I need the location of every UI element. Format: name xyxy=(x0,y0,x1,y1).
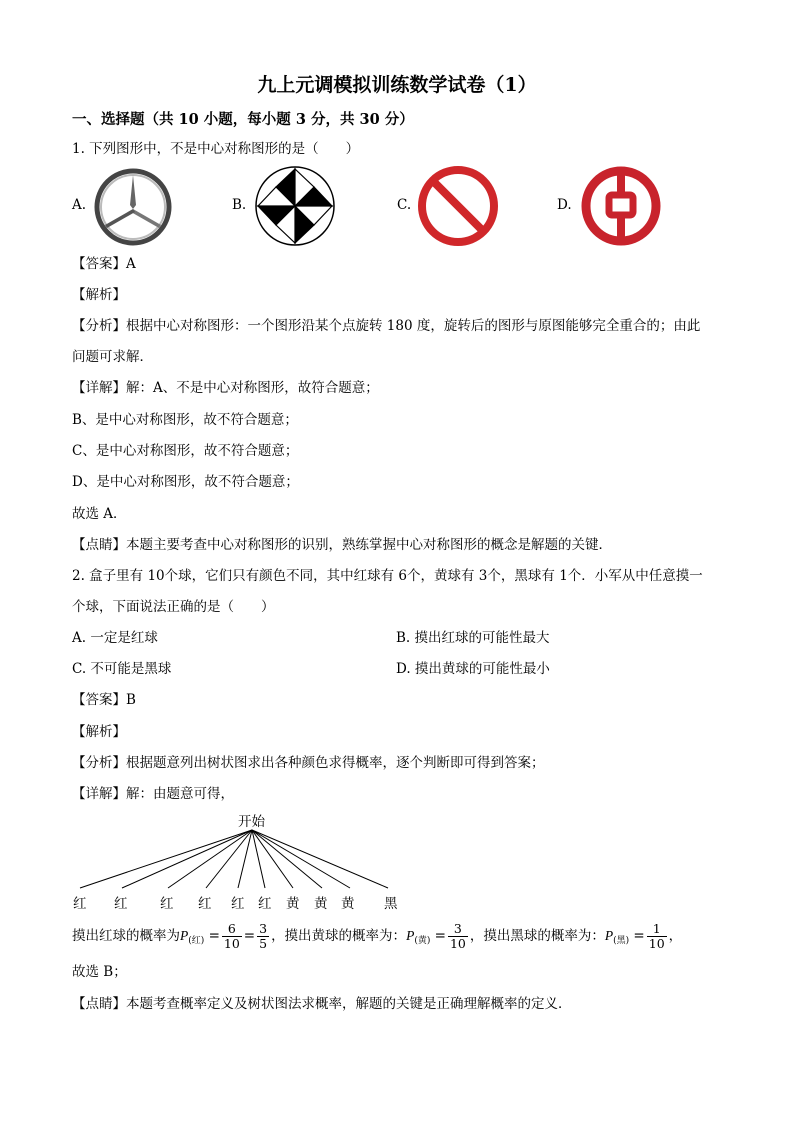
q1-detail-b: B、是中心对称图形，故不符合题意； xyxy=(72,412,298,428)
prob-end: ， xyxy=(668,928,683,944)
q2-option-a: A. 一定是红球 xyxy=(72,630,158,646)
q2-xiangjie: 【详解】解：由题意可得， xyxy=(72,786,234,802)
q1-fenxi-cont: 问题可求解． xyxy=(72,349,153,365)
q1-option-a-label: A. xyxy=(72,197,87,213)
q1-option-b-label: B. xyxy=(232,197,247,213)
tree-leaf-red: 红 xyxy=(198,896,212,912)
fraction-denominator: 10 xyxy=(648,936,665,951)
prob-black-symbol: P xyxy=(604,928,614,943)
fraction-denominator: 10 xyxy=(223,936,240,951)
q2-fenxi: 【分析】根据题意列出树状图求出各种颜色求得概率，逐个判断即可得到答案； xyxy=(72,755,545,771)
tree-leaf-yellow: 黄 xyxy=(314,896,328,912)
prob-black-fraction xyxy=(647,922,667,951)
tree-root: 开始 xyxy=(238,814,265,830)
tree-leaf-yellow: 黄 xyxy=(341,896,355,912)
q2-option-c: C. 不可能是黑球 xyxy=(72,661,172,677)
q1-answer: 【答案】A xyxy=(72,256,136,272)
q1-choose: 故选 A． xyxy=(72,506,127,522)
prob-yellow-symbol: P xyxy=(406,928,415,943)
q1-xiangjie: 【详解】解：A、不是中心对称图形，故符合题意； xyxy=(72,380,379,396)
tree-leaf-red: 红 xyxy=(160,896,174,912)
fraction-numerator: 6 xyxy=(222,922,242,937)
q2-option-d: D. 摸出黄球的可能性最小 xyxy=(396,661,550,677)
prob-yellow-fraction xyxy=(448,922,468,951)
tree-leaf-black: 黑 xyxy=(384,896,398,912)
tree-leaf-red: 红 xyxy=(73,896,87,912)
fraction-numerator: 1 xyxy=(647,922,667,937)
q1-dianjing: 【点睛】本题主要考查中心对称图形的识别，熟练掌握中心对称图形的概念是解题的关键． xyxy=(72,537,612,553)
prob-text-black: ，摸出黑球的概率为： xyxy=(469,928,605,944)
prob-red-symbol: P xyxy=(180,928,189,943)
prob-text-red: 摸出红球的概率为 xyxy=(72,928,180,944)
q2-stem-line1: 2. 盒子里有 10个球，它们只有颜色不同，其中红球有 6个，黄球有 3个，黑球有 1个．小军从中任意摸一 xyxy=(72,568,703,584)
fraction-denominator: 5 xyxy=(259,936,268,951)
q1-analysis-label: 【解析】 xyxy=(72,287,126,303)
prob-text-yellow: ，摸出黄球的概率为： xyxy=(271,928,407,944)
q2-answer: 【答案】B xyxy=(72,692,136,708)
fraction-numerator: 3 xyxy=(259,921,268,936)
prob-red-subscript: (红) xyxy=(188,936,205,946)
tree-leaf-yellow: 黄 xyxy=(286,896,300,912)
tree-leaf-red: 红 xyxy=(258,896,272,912)
q1-option-c-label: C. xyxy=(397,197,412,213)
prob-black-subscript: (黑) xyxy=(613,936,630,946)
q2-dianjing: 【点睛】本题考查概率定义及树状图法求概率，解题的关键是正确理解概率的定义． xyxy=(72,996,572,1012)
prob-red-fraction-2 xyxy=(257,922,269,951)
tree-leaf-red: 红 xyxy=(114,896,128,912)
q2-choose: 故选 B； xyxy=(72,964,127,980)
q1-option-d-label: D. xyxy=(557,197,572,213)
q2-option-b: B. 摸出红球的可能性最大 xyxy=(396,630,550,646)
probability-line: 摸出红球的概率为$P_{(红)}$ = $\frac{6}{10}$ = $\frac{3}{5}$ ，摸出黄球的概率为：$P_{(黄)}$ = $\frac{3}{10}$ ，摸出黑球的概率为：$P_{(黑)}$ = $\frac{1}{10}$ ， xyxy=(72,921,683,951)
prob-red-fraction-1 xyxy=(222,922,242,951)
section-heading: 一、选择题（共 10 小题，每小题 3 分，共 30 分） xyxy=(72,111,414,128)
q2-analysis-label: 【解析】 xyxy=(72,724,126,740)
page-title: 九上元调模拟训练数学试卷（1） xyxy=(257,74,537,96)
q1-detail-d: D、是中心对称图形，故不符合题意； xyxy=(72,474,299,490)
q1-stem: 1. 下列图形中，不是中心对称图形的是（ ） xyxy=(72,141,360,157)
fraction-numerator: 3 xyxy=(448,922,468,937)
prob-yellow-subscript: (黄) xyxy=(414,936,431,946)
q2-stem-line2: 个球，下面说法正确的是（ ） xyxy=(72,599,275,615)
fraction-denominator: 10 xyxy=(449,936,466,951)
q1-detail-c: C、是中心对称图形，故不符合题意； xyxy=(72,443,299,459)
q1-fenxi: 【分析】根据中心对称图形：一个图形沿某个点旋转 180 度，旋转后的图形与原图能够完全重合的；由此 xyxy=(72,318,701,334)
tree-leaf-red: 红 xyxy=(231,896,245,912)
